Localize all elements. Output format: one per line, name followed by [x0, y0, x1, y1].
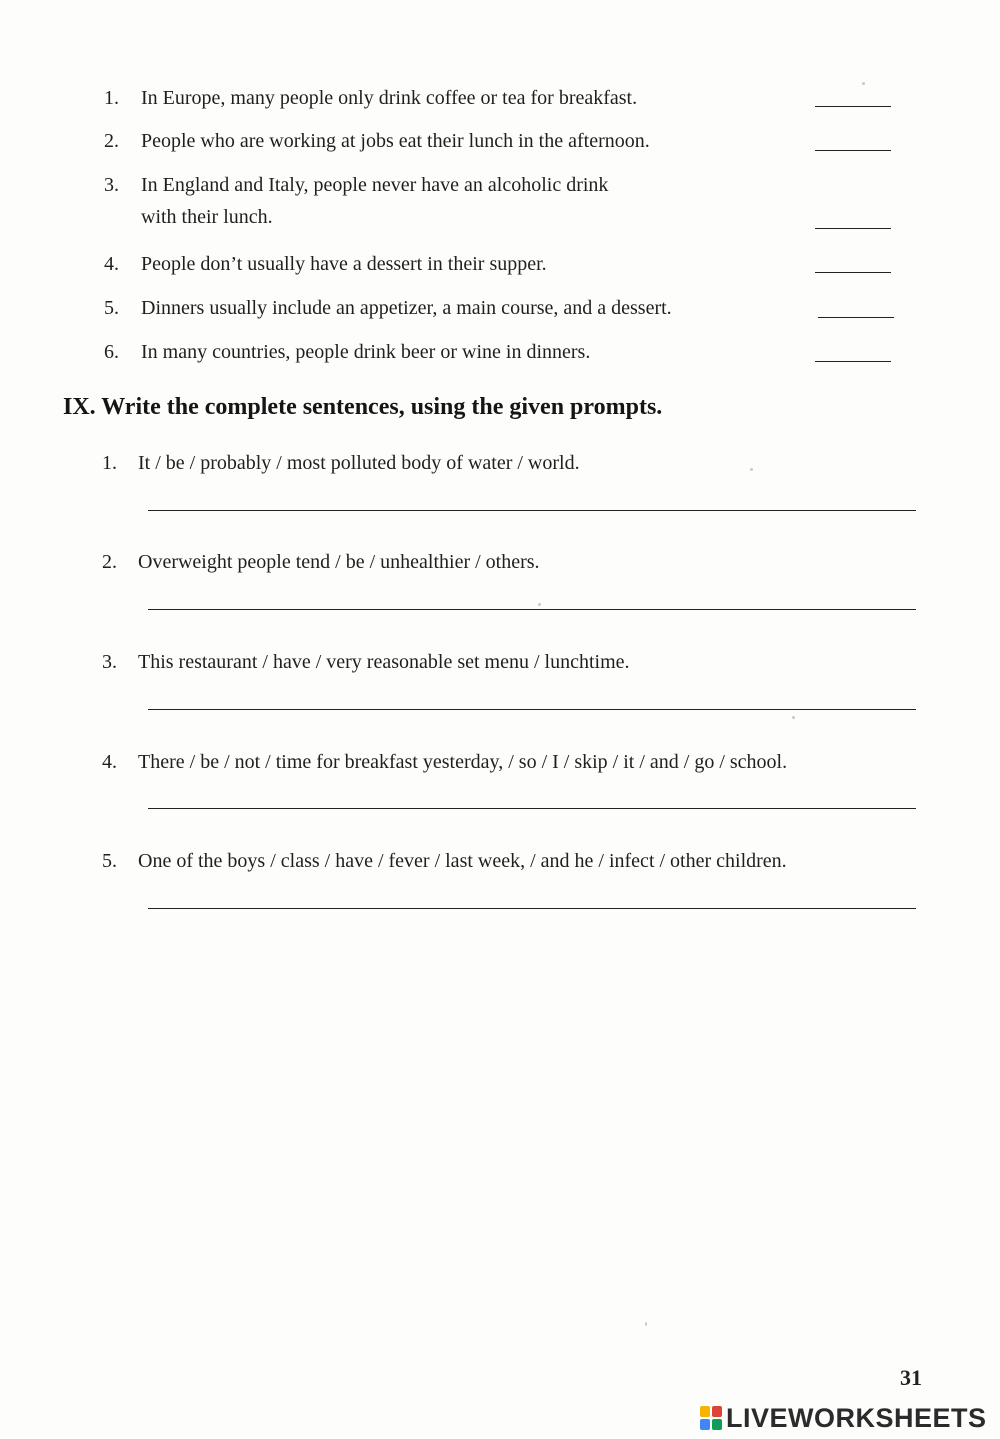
item-number: 6.	[104, 341, 119, 363]
scan-speck	[750, 468, 753, 471]
answer-blank-5[interactable]	[818, 317, 894, 318]
item-number: 3.	[104, 174, 119, 196]
answer-blank-1[interactable]	[815, 106, 891, 107]
answer-line-4[interactable]	[148, 808, 916, 809]
item-text: In Europe, many people only drink coffee or tea for breakfast.	[141, 87, 638, 109]
scan-speck	[645, 1322, 647, 1326]
liveworksheets-logo-icon	[700, 1406, 722, 1430]
prompt-text: Overweight people tend / be / unhealthier / others.	[138, 551, 540, 573]
item-text: In England and Italy, people never have an alcoholic drink	[141, 174, 609, 196]
section-title: IX. Write the complete sentences, using the given prompts.	[63, 394, 663, 420]
answer-blank-4[interactable]	[815, 272, 891, 273]
prompt-text: This restaurant / have / very reasonable set menu / lunchtime.	[138, 651, 630, 673]
prompt-text: It / be / probably / most polluted body of water / world.	[138, 452, 580, 474]
item-number: 1.	[104, 87, 119, 109]
prompt-text: One of the boys / class / have / fever / last week, / and he / infect / other children.	[138, 850, 787, 872]
item-text: In many countries, people drink beer or wine in dinners.	[141, 341, 591, 363]
answer-line-3[interactable]	[148, 709, 916, 710]
item-number: 5.	[102, 850, 117, 872]
item-number: 2.	[102, 551, 117, 573]
item-number: 3.	[102, 651, 117, 673]
answer-blank-3[interactable]	[815, 228, 891, 229]
answer-blank-2[interactable]	[815, 150, 891, 151]
scan-speck	[538, 603, 541, 606]
page-number: 31	[900, 1365, 922, 1390]
answer-line-5[interactable]	[148, 908, 916, 909]
scan-speck	[792, 716, 795, 719]
scan-speck	[862, 82, 865, 85]
item-number: 4.	[102, 751, 117, 773]
answer-line-2[interactable]	[148, 609, 916, 610]
answer-blank-6[interactable]	[815, 361, 891, 362]
item-number: 5.	[104, 297, 119, 319]
item-text: People who are working at jobs eat their lunch in the afternoon.	[141, 130, 650, 152]
item-number: 2.	[104, 130, 119, 152]
liveworksheets-brand[interactable]	[700, 1402, 987, 1434]
item-number: 4.	[104, 253, 119, 275]
prompt-text: There / be / not / time for breakfast yesterday, / so / I / skip / it / and / go / school.	[138, 751, 788, 773]
item-text: Dinners usually include an appetizer, a main course, and a dessert.	[141, 297, 672, 319]
answer-line-1[interactable]	[148, 510, 916, 511]
item-number: 1.	[102, 452, 117, 474]
item-text: People don’t usually have a dessert in their supper.	[141, 253, 547, 275]
item-text-continued: with their lunch.	[141, 206, 273, 228]
brand-name: LIVEWORKSHEETS	[726, 1402, 987, 1433]
